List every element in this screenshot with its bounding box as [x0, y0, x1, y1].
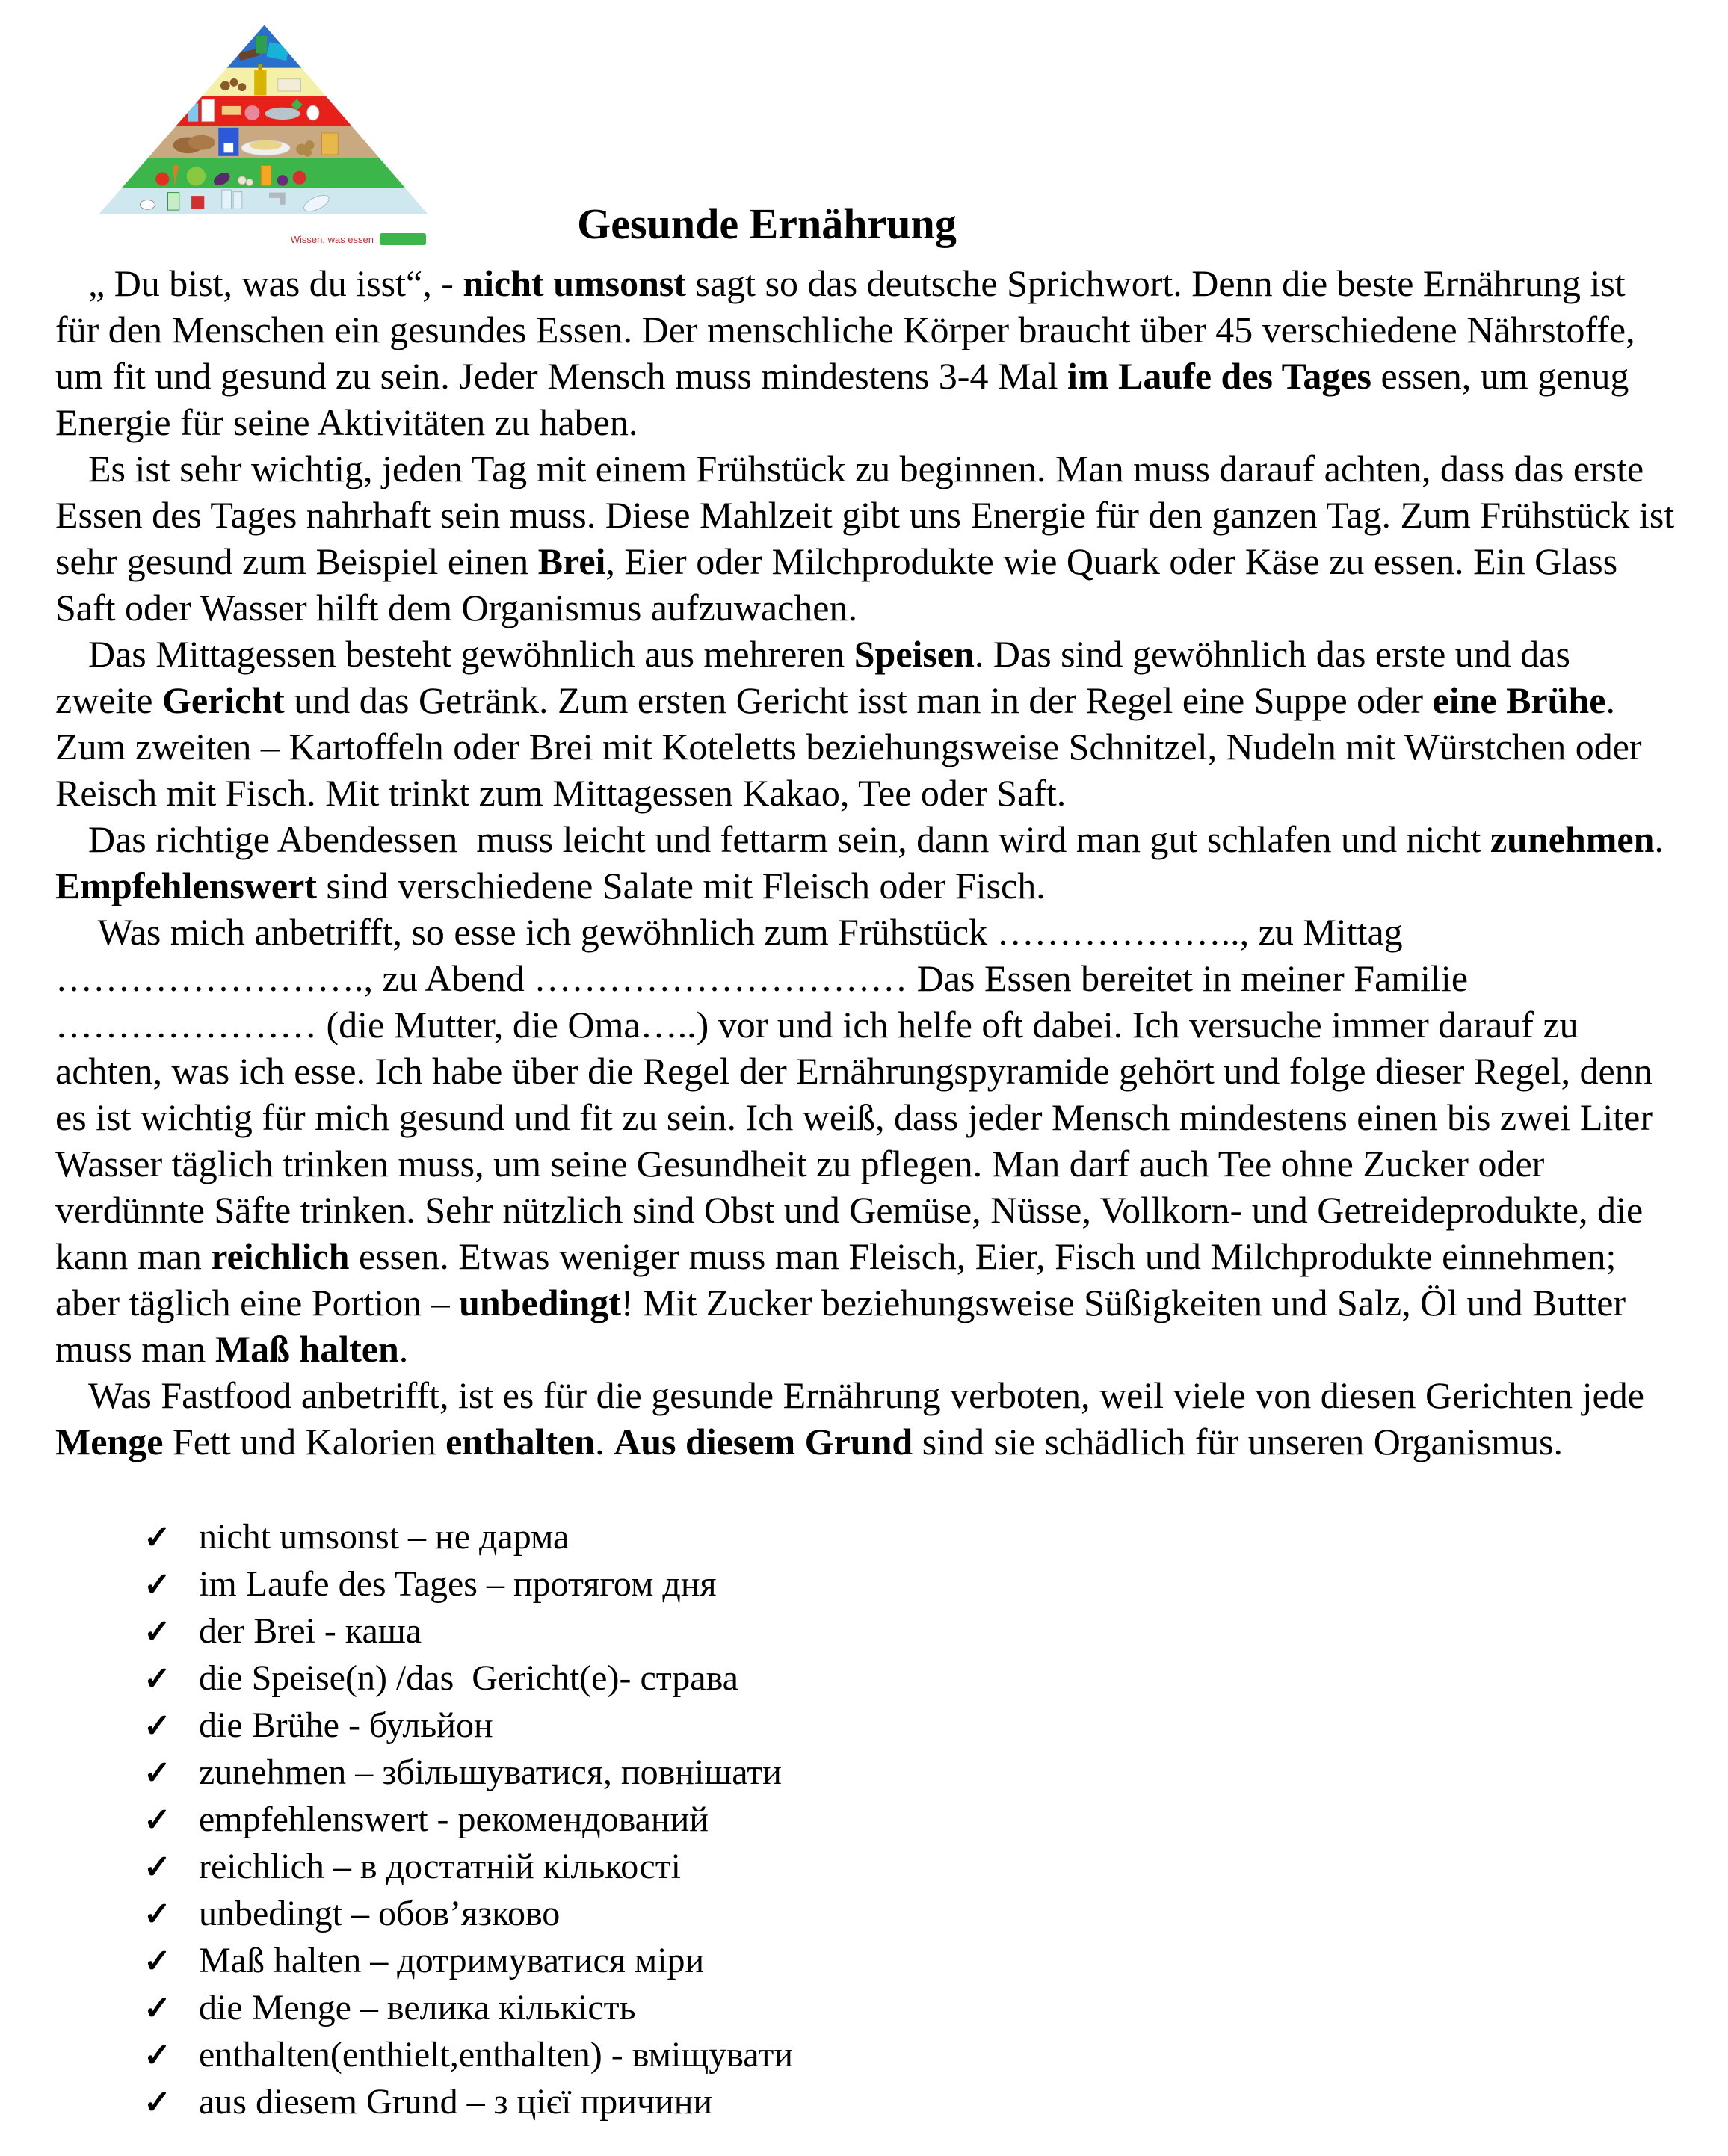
paragraph: Das Mittagessen besteht gewöhnlich aus mehreren Speisen. Das sind gewöhnlich das erste und das zweite Gericht und das Getränk. Zum ersten Gericht isst man in der Regel eine Suppe oder eine Brühe. Zum zweiten – Kartoffeln oder Brei mit Koteletts beziehungsweise Schnitzel, Nudeln mit Würstchen oder Reisch mit Fisch. Mit trinkt zum Mittagessen Kakao, Tee oder Saft.: [55, 633, 1652, 814]
paragraph: Was mich anbetrifft, so esse ich gewöhnlich zum Frühstück ……………….., zu Mittag ……………………., zu Abend ………………………… Das Essen bereitet in meiner Familie ………………… (die Mutter, die Oma…..) vor und ich helfe oft dabei. Ich versuche immer darauf zu achten, was ich esse. Ich habe über die Regel der Ernährungspyramide gehört und folge dieser Regel, denn es ist wichtig für mich gesund und fit zu sein. Ich weiß, dass jeder Mensch mindestens einen bis zwei Liter Wasser täglich trinken muss, um seine Gesundheit zu pflegen. Man darf auch Tee ohne Zucker oder verdünnte Säfte trinken. Sehr nützlich sind Obst und Gemüse, Nüsse, Vollkorn- und Getreideprodukte, die kann man reichlich essen. Etwas weniger muss man Fleisch, Eier, Fisch und Milchprodukte einnehmen; aber täglich eine Portion – unbedingt! Mit Zucker beziehungsweise Süßigkeiten und Salz, Öl und Butter muss man Maß halten.: [55, 911, 1662, 1370]
checkmark-icon: ✓: [144, 1896, 171, 1933]
pyramid-caption-text: Wissen, was essen: [290, 233, 374, 245]
vocab-item: [144, 1749, 1683, 1797]
checkmark-icon: ✓: [144, 1566, 171, 1603]
vocab-item: [144, 1891, 1683, 1938]
checkmark-icon: ✓: [144, 1755, 171, 1791]
vocab-item: [144, 1655, 1683, 1702]
food-pyramid-graphic: [87, 7, 438, 232]
vocab-text: empfehlenswert - рекомендований: [199, 1800, 709, 1839]
paragraph: Es ist sehr wichtig, jeden Tag mit einem Frühstück zu beginnen. Man muss darauf achten, dass das erste Essen des Tages nahrhaft sein muss. Diese Mahlzeit gibt uns Energie für den ganzen Tag. Zum Frühstück ist sehr gesund zum Beispiel einen Brei, Eier oder Milchprodukte wie Quark oder Käse zu essen. Ein Glass Saft oder Wasser hilft dem Organismus aufzuwachen.: [55, 448, 1684, 628]
vocab-item: [144, 1985, 1683, 2032]
paragraph: „ Du bist, was du isst“, - nicht umsonst sagt so das deutsche Sprichwort. Denn die beste Ernährung ist für den Menschen ein gesundes Essen. Der menschliche Körper braucht über 45 verschiedene Nährstoffe, um fit und gesund zu sein. Jeder Mensch muss mindestens 3-4 Mal im Laufe des Tages essen, um genug Energie für seine Aktivitäten zu haben.: [55, 262, 1645, 443]
checkmark-icon: ✓: [144, 1802, 171, 1838]
body-text: [0, 260, 1728, 1465]
vocab-text: zunehmen – збільшуватися, повнішати: [199, 1752, 782, 1792]
checkmark-icon: ✓: [144, 1708, 171, 1744]
vocab-text: unbedingt – обов’язково: [199, 1894, 561, 1933]
vocab-item: [144, 2032, 1683, 2079]
page-title: Gesunde Ernährung: [577, 200, 957, 248]
vocab-text: die Brühe - бульйон: [199, 1705, 493, 1745]
vocab-item: [144, 1702, 1683, 1749]
vocab-item: [144, 1561, 1683, 1608]
checkmark-icon: ✓: [144, 1990, 171, 2027]
vocab-item: [144, 1608, 1683, 1655]
pyramid-color-bands: [87, 25, 438, 214]
vocab-list: [0, 1514, 1728, 2156]
vocab-item: [144, 1938, 1683, 1985]
vocab-text: enthalten(enthielt,enthalten) - вміщувати: [199, 2035, 794, 2075]
paragraph: Das richtige Abendessen muss leicht und fettarm sein, dann wird man gut schlafen und nicht zunehmen. Empfehlenswert sind verschiedene Salate mit Fleisch oder Fisch.: [55, 818, 1673, 906]
checkmark-icon: ✓: [144, 1849, 171, 1885]
vocab-item: [144, 1797, 1683, 1844]
paragraph: Was Fastfood anbetrifft, ist es für die gesunde Ernährung verboten, weil viele von diesen Gerichten jede Menge Fett und Kalorien enthalten. Aus diesem Grund sind sie schädlich für unseren Organismus.: [55, 1374, 1654, 1462]
vocab-text: Maß halten – дотримуватися міри: [199, 1941, 705, 1980]
document-header: [0, 0, 1728, 260]
checkmark-icon: ✓: [144, 1661, 171, 1697]
checkmark-icon: ✓: [144, 1943, 171, 1980]
vocab-text: nicht umsonst – не дарма: [199, 1517, 570, 1557]
vocab-text: der Brei - каша: [199, 1611, 422, 1651]
vocab-item: [144, 1844, 1683, 1891]
vocab-text: reichlich – в достатній кількості: [199, 1847, 681, 1886]
checkmark-icon: ✓: [144, 1519, 171, 1556]
vocab-item: [144, 2079, 1683, 2126]
vocab-text: die Menge – велика кількість: [199, 1988, 636, 2027]
vocab-text: aus diesem Grund – з цієї причини: [199, 2082, 713, 2122]
vocab-text: die Speise(n) /das Gericht(e)- страва: [199, 1658, 738, 1698]
vocab-item: [144, 1514, 1683, 1561]
vocab-text: im Laufe des Tages – протягом дня: [199, 1564, 717, 1604]
checkmark-icon: ✓: [144, 2037, 171, 2074]
checkmark-icon: ✓: [144, 2084, 171, 2121]
checkmark-icon: ✓: [144, 1613, 171, 1650]
